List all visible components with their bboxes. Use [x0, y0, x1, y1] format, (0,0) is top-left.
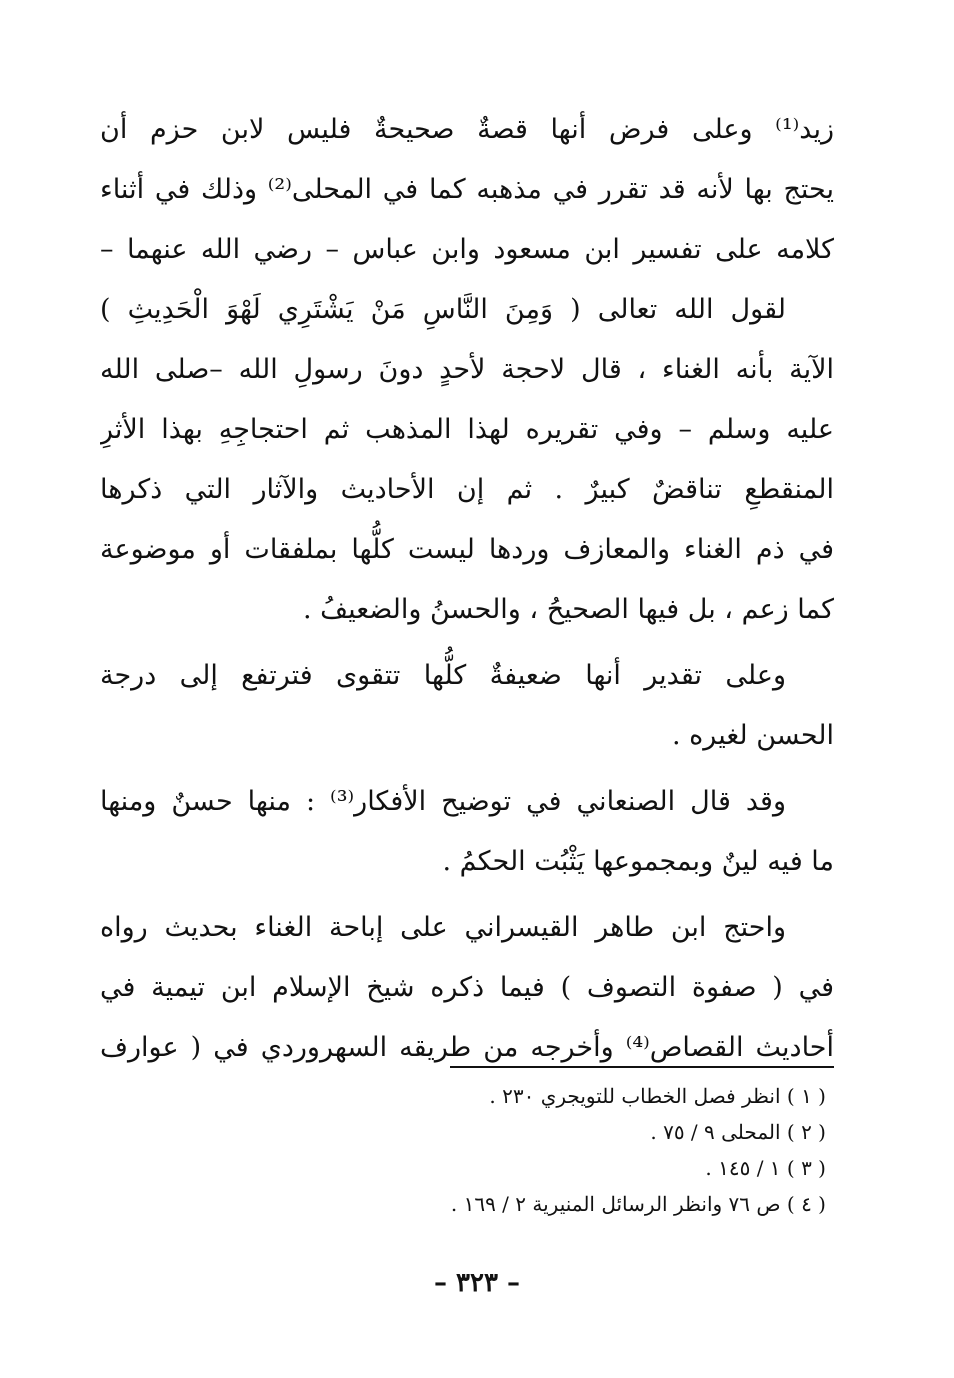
text-line: عليه وسلم – وفي تقريره لهذا المذهب ثم احتجاجِهِ بهذا الأثرِ [100, 414, 834, 445]
text-line: يحتج بها لأنه قد تقرر في مذهبه كما في المحلى⁽²⁾ وذلك في أثناء [100, 174, 834, 205]
text-line: كلامه على تفسير ابن مسعود وابن عباس – رضي الله عنهما – [100, 234, 834, 265]
text-line: المنقطعِ تناقضٌ كبيرٌ . ثم إن الأحاديث والآثار التي ذكرها [100, 474, 834, 505]
footnote: ( ٤ ) ص ٧٦ وانظر الرسائل المنيرية ٢ / ١٦٩ . [450, 1192, 826, 1216]
footnote: ( ٢ ) المحلى ٩ / ٧٥ . [650, 1120, 826, 1144]
text-line: ما فيه لينٌ وبمجموعها يَثْبُت الحكمُ . [442, 846, 834, 877]
text-line: كما زعم ، بل فيها الصحيحُ ، والحسنُ والضعيفُ . [302, 594, 834, 625]
text-line: وعلى تقدير أنها ضعيفةٌ كلُّها تتقوى فترتفع إلى درجة [100, 660, 786, 691]
footnotes [100, 1078, 826, 1222]
text-line: لقول الله تعالى ( وَمِنَ النَّاسِ مَنْ يَشْتَرِي لَهْوَ الْحَدِيثِ ) [100, 294, 786, 325]
text-line: الحسن لغيره . [672, 720, 834, 751]
footnote-divider [450, 1066, 834, 1068]
text-line: واحتج ابن طاهر القيسراني على إباحة الغناء بحديث رواه [100, 912, 786, 943]
footnote: ( ١ ) انظر فصل الخطاب للتويجري ٢٣٠ . [489, 1084, 826, 1108]
page-number: – ٣٢٣ – [433, 1268, 521, 1298]
text-line: وقد قال الصنعاني في توضيح الأفكار⁽³⁾ : منها حسنٌ ومنها [100, 786, 786, 817]
main-text [100, 100, 834, 1078]
text-line: زيد⁽¹⁾ وعلى فرض أنها قصةٌ صحيحةٌ فليس لابن حزم أن [100, 114, 834, 145]
text-line: أحاديث القصاص⁽⁴⁾ وأخرجه من طريقه السهروردي في ( عوارف [100, 1032, 834, 1063]
text-line: في ذم الغناء والمعازف وردها ليست كلُّها بملفقات أو موضوعة [100, 534, 834, 565]
text-line: في ( صفوة التصوف ) فيما ذكره شيخ الإسلام ابن تيمية في [100, 972, 834, 1003]
footnote: ( ٣ ) ١ / ١٤٥ . [705, 1156, 826, 1180]
text-line: الآية بأنه الغناء ، قال لاحجة لأحدٍ دونَ رسولِ الله –صلى الله [100, 354, 834, 385]
